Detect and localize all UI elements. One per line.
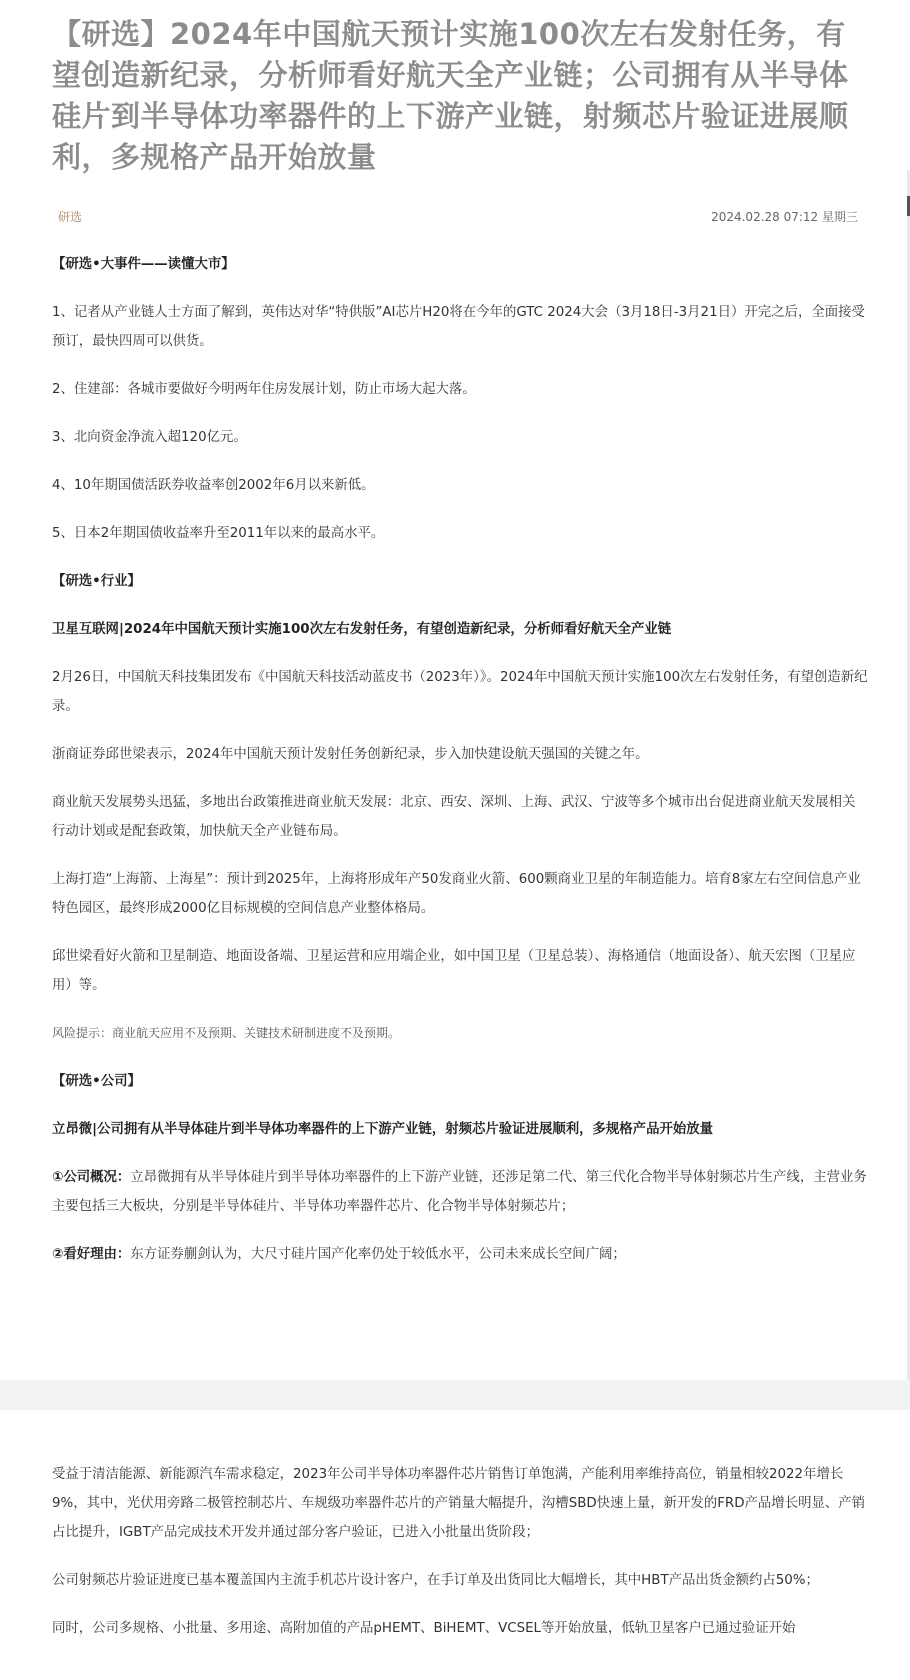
industry-subtitle: 卫星互联网|2024年中国航天预计实施100次左右发射任务，有望创造新纪录，分析师看好航天全产业链 bbox=[52, 622, 672, 637]
reason-label: ②看好理由： bbox=[52, 1247, 131, 1262]
industry-paragraph-2: 浙商证券邱世梁表示，2024年中国航天预计发射任务创新纪录，步入加快建设航天强国的关键之年。 bbox=[52, 747, 649, 762]
continued-paragraph-3: 同时，公司多规格、小批量、多用途、高附加值的产品pHEMT、BiHEMT、VCSEL等开始放量，低轨卫星客户已通过验证开始 bbox=[52, 1621, 796, 1636]
overview-text: 立昂微拥有从半导体硅片到半导体功率器件的上下游产业链，还涉足第二代、第三代化合物半导体射频芯片生产线，主营业务主要包括三大板块，分别是半导体硅片、半导体功率器件芯片、化合物半导体射频芯片； bbox=[52, 1170, 867, 1214]
company-subtitle: 立昂微|公司拥有从半导体硅片到半导体功率器件的上下游产业链，射频芯片验证进展顺利，多规格产品开始放量 bbox=[52, 1122, 714, 1137]
reason-text: 东方证券蒯剑认为，大尺寸硅片国产化率仍处于较低水平，公司未来成长空间广阔； bbox=[130, 1247, 626, 1262]
event-item-5: 5、日本2年期国债收益率升至2011年以来的最高水平。 bbox=[52, 526, 385, 541]
continued-paragraph-2: 公司射频芯片验证进度已基本覆盖国内主流手机芯片设计客户，在手订单及出货同比大幅增长，其中HBT产品出货金额约占50%； bbox=[52, 1573, 819, 1588]
section-heading-industry: 【研选•行业】 bbox=[52, 574, 141, 589]
risk-notice: 风险提示：商业航天应用不及预期、关键技术研制进度不及预期。 bbox=[52, 1026, 401, 1040]
industry-paragraph-4: 上海打造“上海箭、上海星”：预计到2025年，上海将形成年产50发商业火箭、600颗商业卫星的年制造能力。培育8家左右空间信息产业特色园区，最终形成2000亿目标规模的空间信息产业整体格局。 bbox=[52, 872, 861, 916]
article-body bbox=[52, 250, 868, 1269]
article-title: 【研选】2024年中国航天预计实施100次左右发射任务，有望创造新纪录，分析师看好航天全产业链；公司拥有从半导体硅片到半导体功率器件的上下游产业链，射频芯片验证进展顺利，多规格产品开始放量 bbox=[52, 17, 849, 174]
continued-body bbox=[52, 1460, 868, 1643]
continued-paragraph-1: 受益于清洁能源、新能源汽车需求稳定，2023年公司半导体功率器件芯片销售订单饱满，产能利用率维持高位，销量相较2022年增长9%，其中，光伏用旁路二极管控制芯片、车规级功率器件芯片的产销量大幅提升，沟槽SBD快速上量，新开发的FRD产品增长明显、产销占比提升，IGBT产品完成技术开发并通过部分客户验证，已进入小批量出货阶段； bbox=[52, 1467, 866, 1540]
company-reason bbox=[52, 1240, 868, 1269]
source-link[interactable]: 研选 bbox=[58, 210, 83, 224]
article-meta bbox=[52, 206, 868, 228]
industry-paragraph-1: 2月26日，中国航天科技集团发布《中国航天科技活动蓝皮书（2023年）》。2024年中国航天预计实施100次左右发射任务，有望创造新纪录。 bbox=[52, 670, 868, 714]
section-heading-company: 【研选•公司】 bbox=[52, 1074, 141, 1089]
publish-datetime: 2024.02.28 07:12 星期三 bbox=[711, 210, 858, 224]
article bbox=[52, 0, 868, 1269]
company-overview bbox=[52, 1163, 868, 1221]
overview-label: ①公司概况： bbox=[52, 1170, 131, 1185]
event-item-1: 1、记者从产业链人士方面了解到，英伟达对华“特供版”AI芯片H20将在今年的GTC 2024大会（3月18日-3月21日）开完之后，全面接受预订，最快四周可以供货。 bbox=[52, 305, 865, 349]
industry-paragraph-5: 邱世梁看好火箭和卫星制造、地面设备端、卫星运营和应用端企业，如中国卫星（卫星总装）、海格通信（地面设备）、航天宏图（卫星应用）等。 bbox=[52, 949, 856, 993]
event-item-3: 3、北向资金净流入超120亿元。 bbox=[52, 430, 247, 445]
section-heading-events: 【研选•大事件——读懂大市】 bbox=[52, 257, 235, 272]
event-item-4: 4、10年期国债活跃券收益率创2002年6月以来新低。 bbox=[52, 478, 375, 493]
section-divider bbox=[0, 1380, 910, 1410]
industry-paragraph-3: 商业航天发展势头迅猛，多地出台政策推进商业航天发展：北京、西安、深圳、上海、武汉、宁波等多个城市出台促进商业航天发展相关行动计划或是配套政策，加快航天全产业链布局。 bbox=[52, 795, 856, 839]
event-item-2: 2、住建部：各城市要做好今明两年住房发展计划，防止市场大起大落。 bbox=[52, 382, 476, 397]
